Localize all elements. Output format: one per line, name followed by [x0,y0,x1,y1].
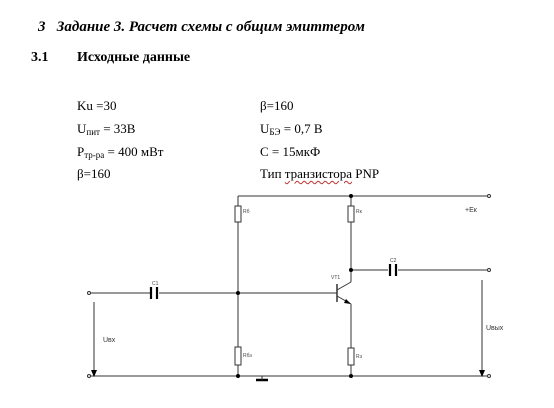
param-transistor-type: Тип транзистора PNP [260,166,380,181]
transistor-collector-lead [337,282,351,290]
junction-collector [349,268,353,272]
spellcheck-word: транзистора [284,166,352,181]
section-title: Исходные данные [77,50,191,65]
label-uin: Uвх [103,337,116,344]
param-ube: $U_{БЭ} = 0,7$ В [260,121,323,137]
input-terminal [88,292,91,295]
param-beta-left: β=160 [77,166,111,181]
output-terminal [488,269,491,272]
junction-base [236,291,240,295]
junction-ground-right [349,374,353,378]
ground-terminal-left [88,375,91,378]
param-capacitance: С = 15мкФ [260,144,321,159]
label-rb: Rб [243,209,250,215]
param-beta-right: β=160 [260,98,294,113]
transistor-emitter-arrow [344,299,351,304]
resistor-rk [348,206,354,222]
resistor-re [348,348,354,365]
heading-text: Задание 3. Расчет схемы с общим эмиттером [56,19,365,35]
junction-ground-left [236,374,240,378]
heading-number: 3 [38,19,46,35]
section-number: 3.1 [31,50,49,65]
label-ek: +Eк [465,207,477,214]
resistor-rb [235,206,241,222]
supply-terminal [488,195,491,198]
label-rk: Rк [356,209,362,215]
resistor-rbe [235,347,241,365]
label-uout: Uвых [486,325,504,332]
param-upit: $U_{пит} = 33В$ [77,121,136,137]
label-c2: C2 [390,258,397,264]
label-vt1: VT1 [331,275,341,281]
junction-supply [349,194,353,198]
label-re: Rэ [356,354,363,360]
label-rbe: Rбэ [243,353,252,359]
param-ku: Ku =30 [77,98,117,113]
param-ptr: $P_{тр-ра} = 400$ мВт [77,144,164,160]
label-c1: C1 [152,281,159,287]
ground-terminal-right [488,375,491,378]
